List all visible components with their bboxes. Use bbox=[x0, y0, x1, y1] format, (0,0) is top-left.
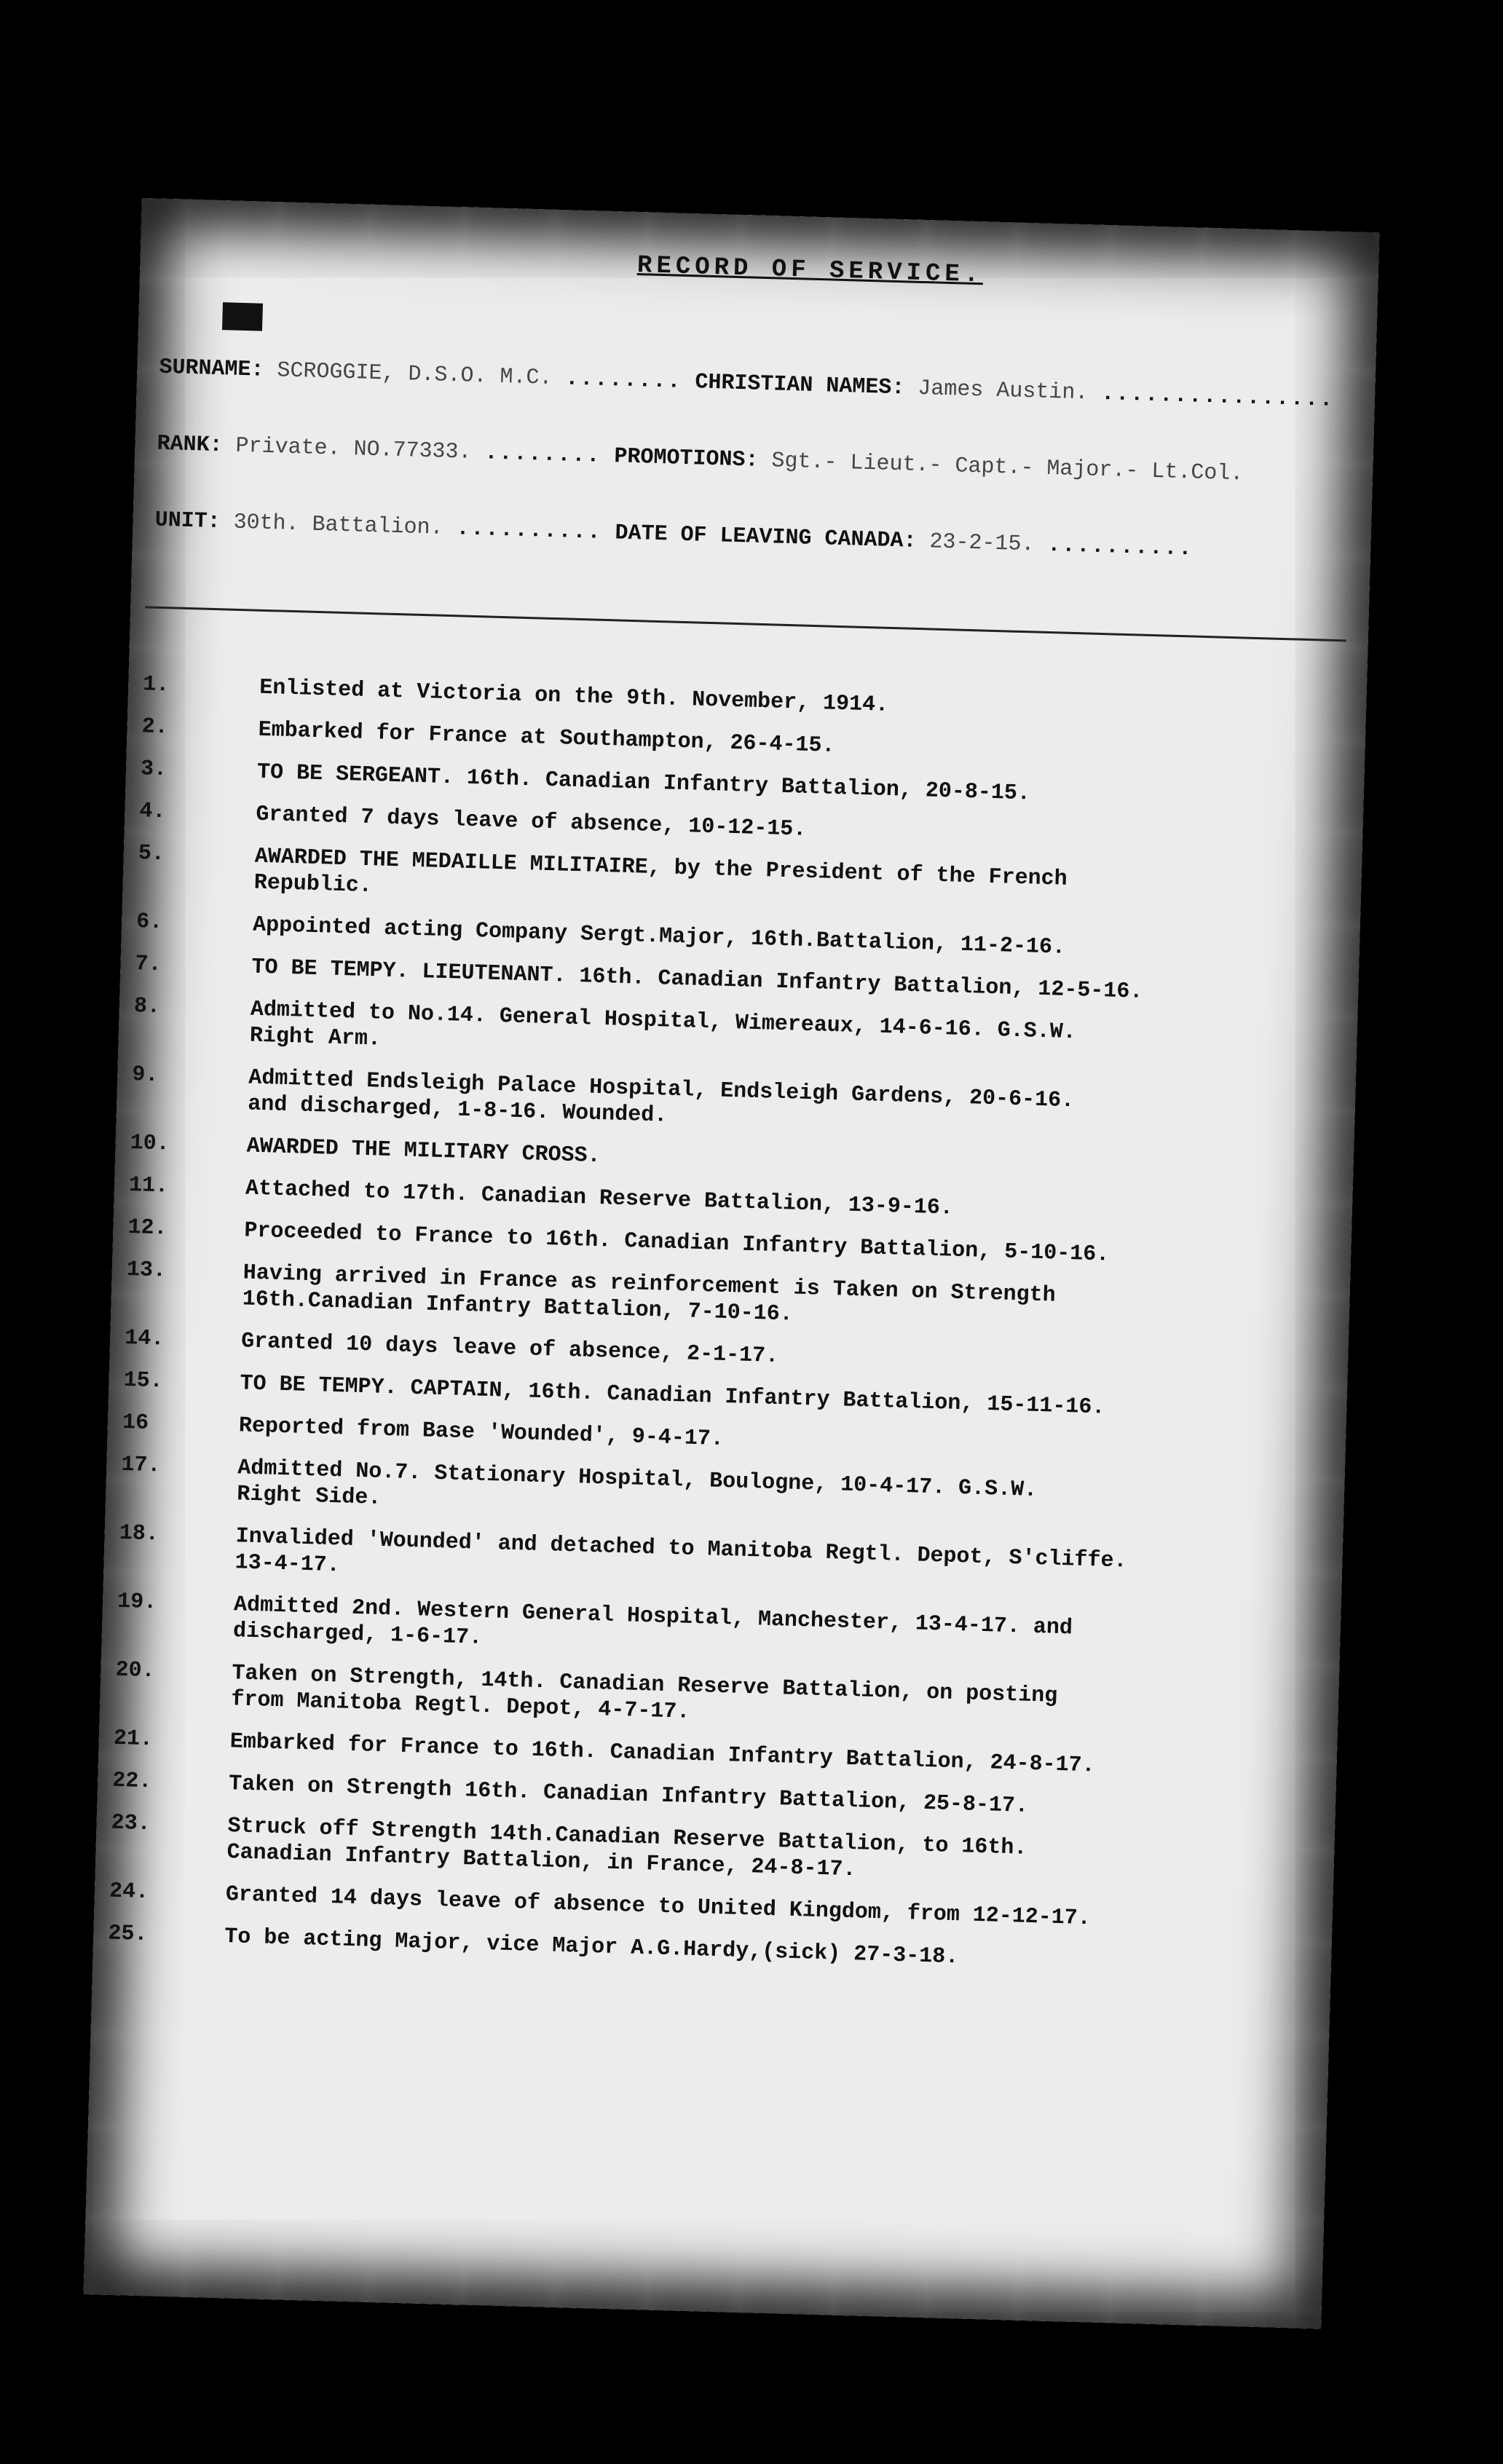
entry-number: 10. bbox=[130, 1131, 170, 1157]
promotions-value: Sgt.- Lieut.- Capt.- Major.- Lt.Col. bbox=[770, 449, 1244, 487]
dot-leader: .......... bbox=[456, 516, 603, 545]
entry-text: Struck off Strength 14th.Canadian Reserve Battalion, to 16th. Canadian Infantry Battalion, in France, 24-8-17. bbox=[226, 1814, 1027, 1883]
date-leaving-label: DATE OF LEAVING CANADA: bbox=[615, 521, 917, 554]
rank-label: RANK: bbox=[157, 431, 224, 459]
entry-number: 11. bbox=[128, 1173, 169, 1199]
surname-row bbox=[159, 355, 1335, 413]
entry-number: 17. bbox=[120, 1452, 161, 1479]
dot-leader: ................ bbox=[1100, 381, 1335, 413]
entry-text: Invalided 'Wounded' and detached to Manitoba Regtl. Depot, S'cliffe. 13-4-17. bbox=[234, 1524, 1127, 1579]
promotions-label: PROMOTIONS: bbox=[614, 444, 759, 473]
entry-number: 4. bbox=[139, 799, 166, 825]
unit-value: 30th. Battalion. bbox=[233, 510, 444, 541]
entry-number: 23. bbox=[111, 1810, 151, 1837]
entry-number: 12. bbox=[127, 1215, 167, 1241]
entry-text: Taken on Strength 16th. Canadian Infantry Battalion, 25-8-17. bbox=[228, 1772, 1029, 1819]
entry-number: 2. bbox=[141, 714, 169, 741]
entry-text: Embarked for France to 16th. Canadian Infantry Battalion, 24-8-17. bbox=[229, 1729, 1096, 1779]
dot-leader: ........ bbox=[484, 441, 601, 469]
surname-label: SURNAME: bbox=[159, 355, 264, 383]
entry-text: Reported from Base 'Wounded', 9-4-17. bbox=[238, 1413, 725, 1452]
entry-text: Enlisted at Victoria on the 9th. November, 1914. bbox=[259, 675, 889, 718]
dot-leader: .......... bbox=[1046, 532, 1194, 562]
entry-text: Admitted No.7. Stationary Hospital, Boulogne, 10-4-17. G.S.W. Right Side. bbox=[236, 1456, 1038, 1511]
entry-text: Granted 7 days leave of absence, 10-12-15. bbox=[255, 802, 807, 842]
entry-text: To be acting Major, vice Major A.G.Hardy,(sick) 27-3-18. bbox=[224, 1924, 959, 1970]
header-rule bbox=[145, 606, 1346, 641]
entry-text: Granted 14 days leave of absence to United Kingdom, from 12-12-17. bbox=[225, 1882, 1092, 1932]
page-title: RECORD OF SERVICE. bbox=[636, 252, 984, 290]
entry-text: Admitted 2nd. Western General Hospital, Manchester, 13-4-17. and discharged, 1-6-17. bbox=[232, 1592, 1073, 1651]
entry-number: 3. bbox=[140, 757, 167, 783]
entry-text: Admitted to No.14. General Hospital, Wimereaux, 14-6-16. G.S.W. Right Arm. bbox=[249, 997, 1077, 1052]
entry-number: 6. bbox=[135, 909, 163, 936]
entry-text: Taken on Strength, 14th. Canadian Reserve Battalion, on posting from Manitoba Regtl. Depot, 4-7-17. bbox=[230, 1661, 1058, 1725]
redaction-mark bbox=[222, 302, 263, 331]
service-record-sheet bbox=[84, 198, 1380, 2329]
entry-number: 5. bbox=[138, 841, 165, 867]
entry-text: Appointed acting Company Sergt.Major, 16th.Battalion, 11-2-16. bbox=[252, 912, 1066, 960]
entry-number: 25. bbox=[107, 1921, 148, 1948]
dot-leader: ........ bbox=[564, 366, 682, 395]
entry-text: Attached to 17th. Canadian Reserve Battalion, 13-9-16. bbox=[245, 1176, 954, 1221]
entry-text: TO BE SERGEANT. 16th. Canadian Infantry Battalion, 20-8-15. bbox=[256, 759, 1031, 807]
service-entries-list bbox=[107, 671, 1344, 1996]
surname-value: SCROGGIE, D.S.O. M.C. bbox=[277, 358, 553, 391]
entry-number: 24. bbox=[109, 1879, 149, 1906]
entry-number: 15. bbox=[123, 1367, 164, 1394]
entry-text: Granted 10 days leave of absence, 2-1-17. bbox=[240, 1329, 779, 1370]
entry-number: 16 bbox=[122, 1410, 149, 1436]
entry-number: 21. bbox=[113, 1726, 154, 1753]
entry-number: 18. bbox=[119, 1520, 159, 1547]
entry-text: TO BE TEMPY. LIEUTENANT. 16th. Canadian Infantry Battalion, 12-5-16. bbox=[251, 955, 1143, 1005]
entry-number: 20. bbox=[115, 1657, 156, 1684]
unit-row bbox=[154, 508, 1194, 562]
entry-text: AWARDED THE MILITARY CROSS. bbox=[246, 1134, 601, 1169]
entry-number: 8. bbox=[133, 994, 161, 1020]
entry-number: 13. bbox=[126, 1257, 167, 1284]
entry-number: 7. bbox=[135, 952, 162, 978]
entry-number: 9. bbox=[131, 1062, 159, 1089]
entry-number: 22. bbox=[111, 1768, 152, 1795]
christian-names-label: CHRISTIAN NAMES: bbox=[694, 370, 905, 401]
rank-row bbox=[157, 432, 1244, 487]
entry-number: 14. bbox=[124, 1325, 165, 1352]
entry-text: Embarked for France at Southampton, 26-4-15. bbox=[258, 717, 835, 759]
christian-names-value: James Austin. bbox=[917, 376, 1089, 406]
unit-label: UNIT: bbox=[154, 508, 221, 535]
entry-text: Proceeded to France to 16th. Canadian Infantry Battalion, 5-10-16. bbox=[243, 1218, 1110, 1268]
entry-text: TO BE TEMPY. CAPTAIN, 16th. Canadian Infantry Battalion, 15-11-16. bbox=[240, 1371, 1105, 1421]
entry-number: 19. bbox=[117, 1589, 157, 1616]
date-leaving-value: 23-2-15. bbox=[928, 529, 1035, 558]
entry-text: AWARDED THE MEDAILLE MILITAIRE, by the President of the French Republic. bbox=[253, 844, 1068, 899]
rank-value: Private. NO.77333. bbox=[235, 433, 472, 465]
entry-text: Admitted Endsleigh Palace Hospital, Endsleigh Gardens, 20-6-16. and discharged, 1-8-16. Wounded. bbox=[247, 1065, 1075, 1129]
entry-text: Having arrived in France as reinforcement is Taken on Strength 16th.Canadian Infantry Battalion, 7-10-16. bbox=[242, 1260, 1057, 1327]
entry-number: 1. bbox=[142, 672, 170, 698]
